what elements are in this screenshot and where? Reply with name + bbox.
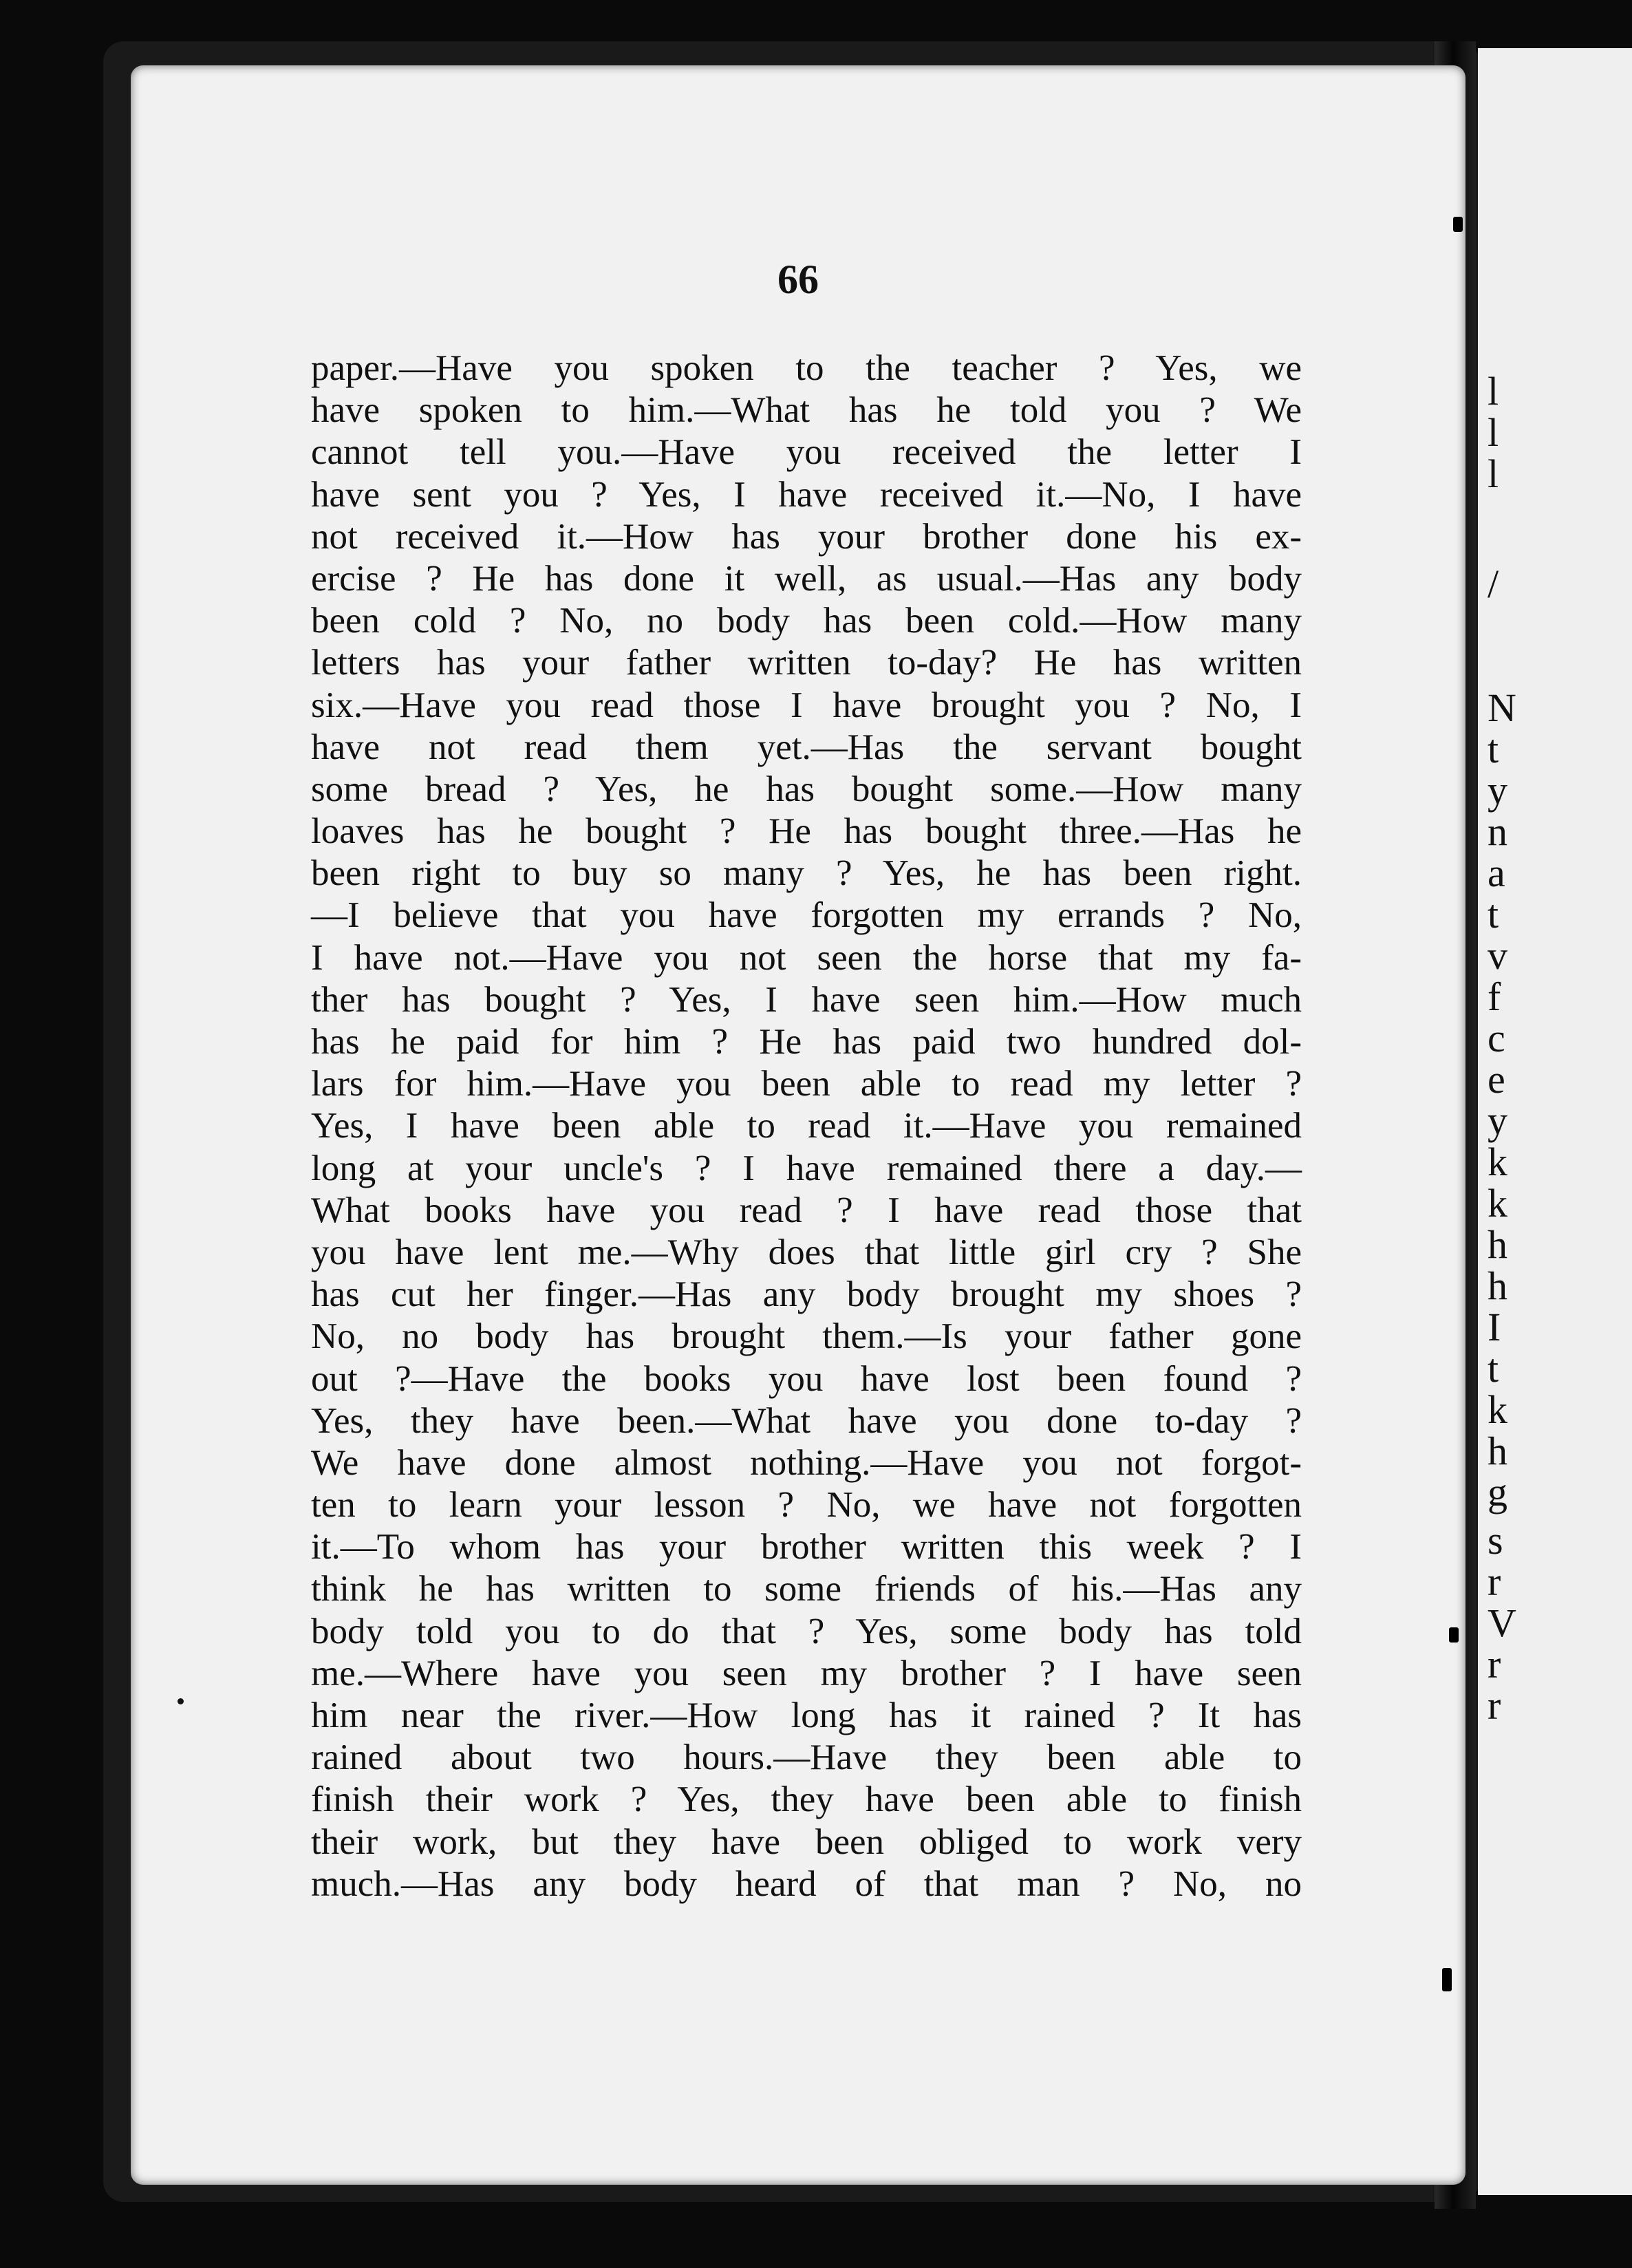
text-line: six.—Have you read those I have brought you ? No, I: [311, 685, 1302, 725]
facing-page-fragment: g: [1488, 1470, 1507, 1515]
facing-page-fragment: h: [1488, 1429, 1507, 1473]
text-line: been cold ? No, no body has been cold.—How many: [311, 601, 1302, 641]
facing-page-fragment: y: [1488, 768, 1507, 813]
text-line: rained about two hours.—Have they been able to: [311, 1737, 1302, 1778]
text-line: No, no body has brought them.—Is your father gone: [311, 1316, 1302, 1357]
text-line: Yes, I have been able to read it.—Have you remained: [311, 1106, 1302, 1146]
facing-page-fragment: a: [1488, 850, 1505, 895]
facing-page-fragment: f: [1488, 974, 1501, 1019]
text-line: has cut her finger.—Has any body brought my shoes ?: [311, 1274, 1302, 1315]
text-line: him near the river.—How long has it rained ? It has: [311, 1695, 1302, 1735]
text-line: has he paid for him ? He has paid two hundred dol-: [311, 1022, 1302, 1062]
facing-page-fragment: k: [1488, 1140, 1507, 1184]
text-line: loaves has he bought ? He has bought three.—Has he: [311, 811, 1302, 852]
facing-page-fragment: N: [1488, 685, 1516, 730]
text-line: ther has bought ? Yes, I have seen him.—How much: [311, 979, 1302, 1020]
facing-page-fragment: /: [1488, 561, 1499, 606]
facing-page-fragment: v: [1488, 933, 1507, 978]
text-line: body told you to do that ? Yes, some body has told: [311, 1611, 1302, 1651]
text-line: —I believe that you have forgotten my errands ? No,: [311, 895, 1302, 936]
body-text: [311, 347, 1302, 1905]
text-line: been right to buy so many ? Yes, he has been right.: [311, 853, 1302, 894]
text-line: ten to learn your lesson ? No, we have not forgotten: [311, 1485, 1302, 1526]
facing-page-fragment: l: [1488, 369, 1499, 414]
text-line: me.—Where have you seen my brother ? I have seen: [311, 1653, 1302, 1693]
text-line: letters has your father written to-day? He has written: [311, 643, 1302, 683]
text-line: out ?—Have the books you have lost been found ?: [311, 1358, 1302, 1399]
text-line: We have done almost nothing.—Have you not forgot-: [311, 1442, 1302, 1483]
facing-page-fragment: l: [1488, 451, 1499, 496]
text-line: not received it.—How has your brother done his ex-: [311, 516, 1302, 557]
page-number: 66: [777, 257, 819, 302]
binding-mark: [1453, 217, 1463, 232]
facing-page-fragment: t: [1488, 1346, 1499, 1391]
facing-page-fragment: I: [1488, 1305, 1501, 1349]
facing-page-fragment: e: [1488, 1057, 1505, 1102]
facing-page-fragment: h: [1488, 1222, 1507, 1267]
text-line: have not read them yet.—Has the servant bought: [311, 727, 1302, 767]
facing-page-fragment: k: [1488, 1387, 1507, 1432]
facing-page: [1478, 48, 1632, 2195]
facing-page-fragment: s: [1488, 1518, 1503, 1563]
text-line: I have not.—Have you not seen the horse that my fa-: [311, 937, 1302, 978]
text-line: it.—To whom has your brother written this week ? I: [311, 1527, 1302, 1568]
facing-page-fragment: l: [1488, 410, 1499, 455]
text-line: much.—Has any body heard of that man ? No, no: [311, 1863, 1302, 1904]
facing-page-fragment: h: [1488, 1263, 1507, 1308]
text-line: lars for him.—Have you been able to read my letter ?: [311, 1064, 1302, 1104]
facing-page-fragment: r: [1488, 1683, 1501, 1728]
text-line: have spoken to him.—What has he told you ? We: [311, 390, 1302, 431]
text-line: think he has written to some friends of his.—Has any: [311, 1569, 1302, 1609]
facing-page-fragment: n: [1488, 809, 1507, 854]
text-line: their work, but they have been obliged to work very: [311, 1821, 1302, 1862]
text-line: ercise ? He has done it well, as usual.—Has any body: [311, 558, 1302, 599]
text-line: Yes, they have been.—What have you done to-day ?: [311, 1400, 1302, 1441]
facing-page-fragment: k: [1488, 1181, 1507, 1226]
text-line: paper.—Have you spoken to the teacher ? Yes, we: [311, 348, 1302, 388]
facing-page-fragment: r: [1488, 1559, 1501, 1604]
text-line: you have lent me.—Why does that little girl cry ? She: [311, 1232, 1302, 1272]
text-line: have sent you ? Yes, I have received it.—No, I have: [311, 474, 1302, 515]
facing-page-fragment: V: [1488, 1601, 1516, 1645]
facing-page-fragment: r: [1488, 1642, 1501, 1687]
facing-page-fragment: t: [1488, 892, 1499, 937]
ink-speck: [178, 1698, 184, 1704]
facing-page-fragment: y: [1488, 1098, 1507, 1143]
text-line: some bread ? Yes, he has bought some.—How many: [311, 769, 1302, 809]
text-line: cannot tell you.—Have you received the letter I: [311, 432, 1302, 473]
text-line: What books have you read ? I have read those that: [311, 1190, 1302, 1230]
binding-mark: [1442, 1968, 1452, 1991]
text-line: long at your uncle's ? I have remained there a day.—: [311, 1148, 1302, 1188]
facing-page-fragment: t: [1488, 727, 1499, 771]
text-line: finish their work ? Yes, they have been able to finish: [311, 1779, 1302, 1820]
binding-mark: [1449, 1627, 1459, 1643]
facing-page-fragment: c: [1488, 1016, 1505, 1060]
